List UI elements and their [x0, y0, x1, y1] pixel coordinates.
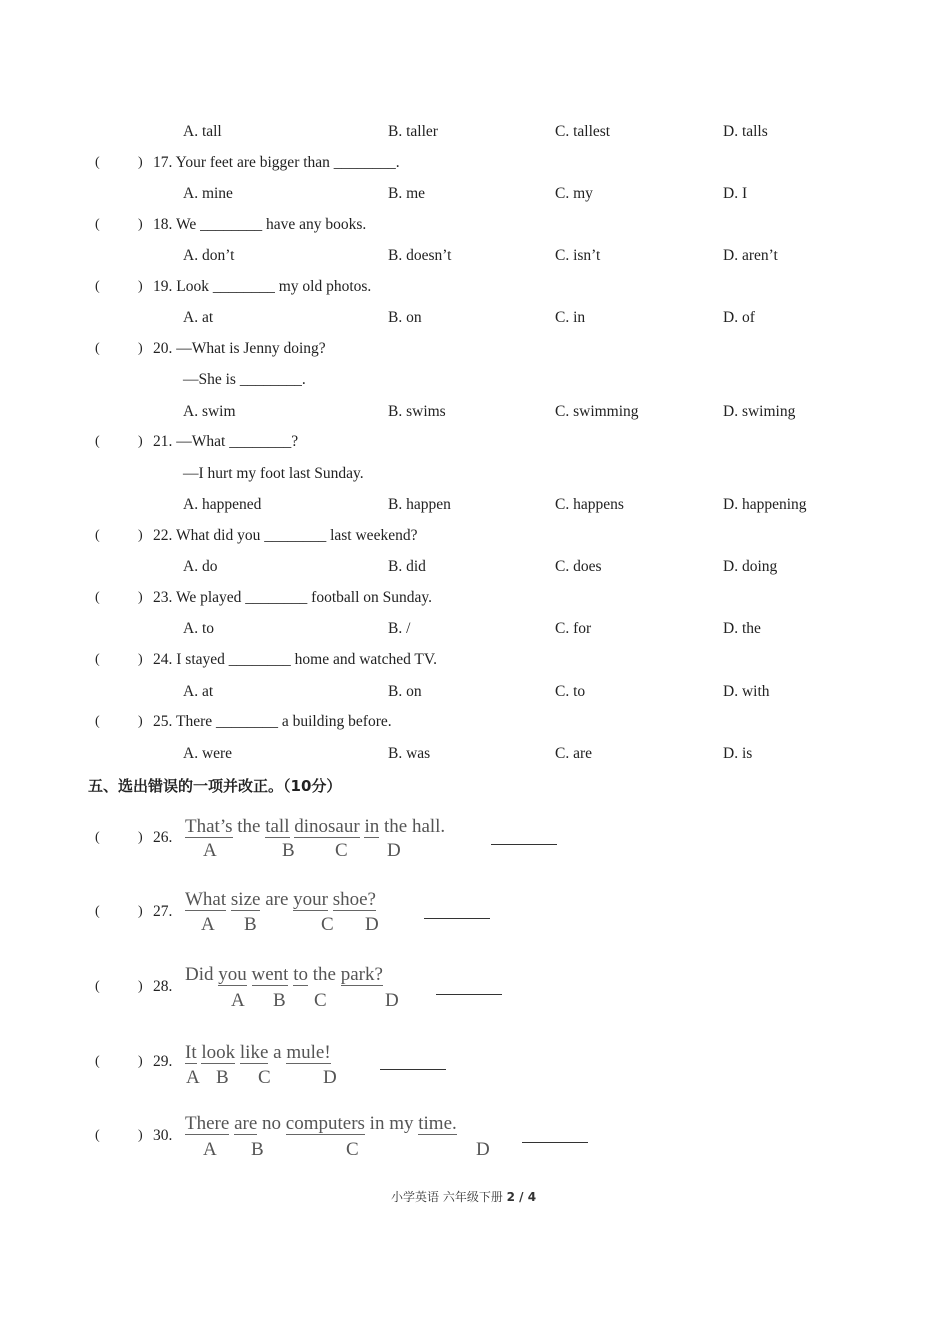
answer-paren-close: ) [138, 830, 143, 845]
word: my [389, 1113, 414, 1134]
word-underlined: park? [340, 964, 383, 985]
option-b: B. doesn’t [388, 247, 452, 264]
option-d: D. the [723, 620, 761, 637]
answer-paren-close: ) [138, 155, 143, 170]
correction-blank[interactable] [491, 843, 557, 845]
word: the [237, 816, 261, 837]
word: the [312, 964, 336, 985]
option-b: B. swims [388, 403, 446, 420]
question-stem: 17. Your feet are bigger than ________. [153, 154, 400, 171]
option-c: C. my [555, 185, 593, 202]
option-d: D. I [723, 185, 748, 202]
word-underlined: tall [265, 816, 290, 837]
choice-label: D [323, 1067, 337, 1088]
choice-label: B [244, 914, 257, 935]
word-underlined: look [201, 1042, 236, 1063]
answer-paren-close: ) [138, 1054, 143, 1069]
option-c: C. in [555, 309, 586, 326]
option-b: B. was [388, 745, 431, 762]
error-sentence [185, 1042, 331, 1064]
answer-paren-open: ( [95, 1128, 100, 1143]
choice-label: C [321, 914, 334, 935]
word-underlined: like [239, 1042, 269, 1063]
choice-label: A [186, 1067, 200, 1088]
choice-label: C [314, 990, 327, 1011]
option-d: D. swiming [723, 403, 796, 420]
word-underlined: in [364, 816, 380, 837]
page-number: 2 / 4 [506, 1190, 537, 1204]
answer-paren-close: ) [138, 279, 143, 294]
answer-paren-open: ( [95, 652, 100, 667]
question-number: 27. [153, 903, 173, 920]
choice-label: A [201, 914, 215, 935]
correction-blank[interactable] [424, 917, 490, 919]
footer-title: 小学英语 六年级下册 [391, 1190, 507, 1204]
option-b: B. me [388, 185, 426, 202]
choice-label: B [251, 1139, 264, 1160]
word-underlined: size [230, 889, 261, 910]
option-b: B. on [388, 309, 422, 326]
choice-label: A [203, 1139, 217, 1160]
q16-option-b: B. taller [388, 123, 438, 140]
question-stem: 24. I stayed ________ home and watched TV. [153, 651, 437, 668]
answer-paren-close: ) [138, 217, 143, 232]
word: no [262, 1113, 282, 1134]
word-underlined: went [251, 964, 289, 985]
error-sentence [185, 1113, 457, 1135]
option-b: B. on [388, 683, 422, 700]
option-a: A. mine [183, 185, 233, 202]
question-stem: 23. We played ________ football on Sunday. [153, 589, 433, 606]
word: the [383, 816, 408, 837]
option-a: A. at [183, 683, 214, 700]
option-a: A. swim [183, 403, 236, 420]
option-d: D. doing [723, 558, 778, 575]
answer-paren-close: ) [138, 652, 143, 667]
answer-paren-open: ( [95, 1054, 100, 1069]
question-number: 28. [153, 978, 173, 995]
option-c: C. are [555, 745, 593, 762]
word-underlined: mule! [286, 1042, 331, 1063]
answer-paren-close: ) [138, 714, 143, 729]
question-number: 29. [153, 1053, 173, 1070]
answer-paren-open: ( [95, 155, 100, 170]
answer-paren-open: ( [95, 217, 100, 232]
option-a: A. don’t [183, 247, 235, 264]
page-footer [391, 1188, 536, 1205]
option-d: D. of [723, 309, 755, 326]
q16-option-a: A. tall [183, 123, 222, 140]
answer-paren-open: ( [95, 979, 100, 994]
option-d: D. is [723, 745, 753, 762]
word-underlined: your [293, 889, 328, 910]
error-sentence [185, 816, 445, 838]
option-a: A. do [183, 558, 218, 575]
word-underlined: to [293, 964, 308, 985]
correction-blank[interactable] [380, 1068, 446, 1070]
choice-label: D [476, 1139, 490, 1160]
word: in [369, 1113, 385, 1134]
option-c: C. for [555, 620, 592, 637]
word-underlined: That’s [185, 816, 233, 837]
option-c: C. does [555, 558, 602, 575]
option-c: C. swimming [555, 403, 639, 420]
word: Did [185, 964, 214, 985]
choice-label: C [346, 1139, 359, 1160]
answer-paren-open: ( [95, 714, 100, 729]
choice-label: B [282, 840, 295, 861]
answer-paren-close: ) [138, 434, 143, 449]
answer-paren-close: ) [138, 528, 143, 543]
choice-label: B [273, 990, 286, 1011]
option-b: B. did [388, 558, 426, 575]
word-underlined: It [185, 1042, 197, 1063]
option-a: A. to [183, 620, 214, 637]
question-stem: 20. —What is Jenny doing? [153, 340, 326, 357]
word-underlined: computers [285, 1113, 365, 1134]
option-d: D. with [723, 683, 770, 700]
question-stem: 21. —What ________? [153, 433, 299, 450]
answer-paren-open: ( [95, 590, 100, 605]
option-b: B. happen [388, 496, 451, 513]
word-underlined: What [185, 889, 227, 910]
choice-label: D [387, 840, 401, 861]
answer-paren-close: ) [138, 904, 143, 919]
choice-label: D [365, 914, 379, 935]
q16-option-d: D. talls [723, 123, 768, 140]
choice-label: C [258, 1067, 271, 1088]
correction-blank[interactable] [522, 1141, 588, 1143]
choice-label: A [231, 990, 245, 1011]
word-underlined: you [218, 964, 247, 985]
error-sentence [185, 889, 376, 911]
option-c: C. isn’t [555, 247, 601, 264]
option-d: D. aren’t [723, 247, 778, 264]
choice-label: D [385, 990, 399, 1011]
answer-paren-open: ( [95, 279, 100, 294]
answer-paren-close: ) [138, 979, 143, 994]
choice-label: B [216, 1067, 229, 1088]
option-a: A. at [183, 309, 214, 326]
question-stem: 18. We ________ have any books. [153, 216, 367, 233]
word: are [265, 889, 289, 910]
word: a [273, 1042, 282, 1063]
answer-paren-open: ( [95, 528, 100, 543]
q16-option-c: C. tallest [555, 123, 611, 140]
choice-label: C [335, 840, 348, 861]
question-reply-line: —I hurt my foot last Sunday. [183, 465, 364, 482]
answer-paren-close: ) [138, 341, 143, 356]
question-number: 30. [153, 1127, 173, 1144]
error-sentence [185, 964, 383, 986]
word: hall. [411, 816, 446, 837]
choice-label: A [203, 840, 217, 861]
option-b: B. / [388, 620, 411, 637]
option-d: D. happening [723, 496, 807, 513]
word-underlined: shoe? [332, 889, 376, 910]
question-reply-line: —She is ________. [183, 371, 306, 388]
option-c: C. happens [555, 496, 624, 513]
correction-blank[interactable] [436, 993, 502, 995]
option-a: A. were [183, 745, 233, 762]
word-underlined: time. [418, 1113, 457, 1134]
answer-paren-open: ( [95, 341, 100, 356]
answer-paren-open: ( [95, 434, 100, 449]
word-underlined: There [185, 1113, 230, 1134]
answer-paren-close: ) [138, 1128, 143, 1143]
word-underlined: dinosaur [294, 816, 360, 837]
question-stem: 22. What did you ________ last weekend? [153, 527, 418, 544]
option-a: A. happened [183, 496, 262, 513]
answer-paren-open: ( [95, 904, 100, 919]
section-heading: 五、选出错误的一项并改正。（10分） [88, 777, 342, 795]
option-c: C. to [555, 683, 586, 700]
question-number: 26. [153, 829, 173, 846]
word-underlined: are [234, 1113, 258, 1134]
question-stem: 25. There ________ a building before. [153, 713, 392, 730]
answer-paren-open: ( [95, 830, 100, 845]
question-stem: 19. Look ________ my old photos. [153, 278, 372, 295]
answer-paren-close: ) [138, 590, 143, 605]
